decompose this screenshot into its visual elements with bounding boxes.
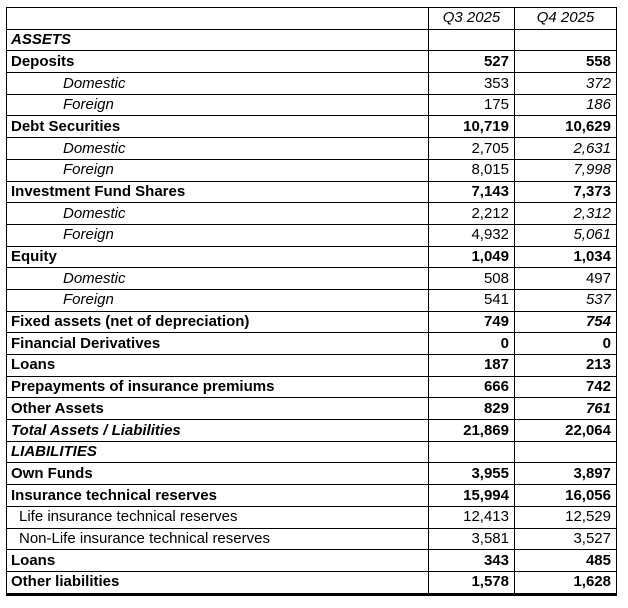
row-label: Deposits	[7, 51, 429, 73]
row-label: Own Funds	[7, 463, 429, 485]
row-label: Domestic	[7, 73, 429, 95]
table-row	[7, 441, 617, 463]
row-label: Other Assets	[7, 398, 429, 420]
q4-value: 485	[515, 550, 617, 572]
q3-value: 3,955	[429, 463, 515, 485]
row-label: Life insurance technical reserves	[7, 506, 429, 528]
q3-value: 1,578	[429, 571, 515, 594]
row-label: Financial Derivatives	[7, 333, 429, 355]
table-row	[7, 246, 617, 268]
row-label: Foreign	[7, 94, 429, 116]
q3-value	[429, 441, 515, 463]
q4-value: 7,998	[515, 159, 617, 181]
row-label: Other liabilities	[7, 571, 429, 594]
q3-value: 353	[429, 73, 515, 95]
q3-value: 12,413	[429, 506, 515, 528]
header-row	[7, 8, 617, 30]
table-row	[7, 73, 617, 95]
q3-value: 749	[429, 311, 515, 333]
q3-value: 541	[429, 289, 515, 311]
table-row	[7, 289, 617, 311]
q4-value	[515, 441, 617, 463]
row-label: Non-Life insurance technical reserves	[7, 528, 429, 550]
row-label: Prepayments of insurance premiums	[7, 376, 429, 398]
table-row	[7, 51, 617, 73]
col-header-q4: Q4 2025	[515, 8, 617, 30]
q3-value: 4,932	[429, 224, 515, 246]
table-row	[7, 116, 617, 138]
balance-sheet-table	[6, 7, 617, 596]
table-row	[7, 181, 617, 203]
q4-value: 186	[515, 94, 617, 116]
q4-value: 22,064	[515, 420, 617, 442]
table-row	[7, 29, 617, 51]
table-row	[7, 355, 617, 377]
q4-value: 7,373	[515, 181, 617, 203]
q4-value: 3,527	[515, 528, 617, 550]
q3-value: 666	[429, 376, 515, 398]
table-row	[7, 506, 617, 528]
q4-value: 1,034	[515, 246, 617, 268]
table-row	[7, 463, 617, 485]
table-row	[7, 311, 617, 333]
corner-cell	[7, 8, 429, 30]
row-label: Investment Fund Shares	[7, 181, 429, 203]
q3-value: 187	[429, 355, 515, 377]
table-row	[7, 224, 617, 246]
q4-value: 558	[515, 51, 617, 73]
table-row	[7, 94, 617, 116]
row-label: Equity	[7, 246, 429, 268]
q3-value: 1,049	[429, 246, 515, 268]
table-row	[7, 528, 617, 550]
table-row	[7, 333, 617, 355]
table-row	[7, 376, 617, 398]
table-row	[7, 485, 617, 507]
table-row	[7, 550, 617, 572]
q3-value: 829	[429, 398, 515, 420]
q3-value	[429, 29, 515, 51]
q3-value: 10,719	[429, 116, 515, 138]
row-label: Insurance technical reserves	[7, 485, 429, 507]
row-label: Foreign	[7, 224, 429, 246]
q4-value: 12,529	[515, 506, 617, 528]
row-label: ASSETS	[7, 29, 429, 51]
q4-value: 2,631	[515, 138, 617, 160]
row-label: Loans	[7, 355, 429, 377]
table-header	[7, 8, 617, 30]
row-label: Debt Securities	[7, 116, 429, 138]
row-label: Fixed assets (net of depreciation)	[7, 311, 429, 333]
row-label: Foreign	[7, 159, 429, 181]
table-row	[7, 420, 617, 442]
q3-value: 175	[429, 94, 515, 116]
q4-value: 213	[515, 355, 617, 377]
table-row	[7, 571, 617, 594]
row-label: Domestic	[7, 203, 429, 225]
q3-value: 21,869	[429, 420, 515, 442]
table-row	[7, 268, 617, 290]
q4-value: 497	[515, 268, 617, 290]
q4-value: 1,628	[515, 571, 617, 594]
q3-value: 0	[429, 333, 515, 355]
table-row	[7, 138, 617, 160]
q3-value: 508	[429, 268, 515, 290]
q4-value: 761	[515, 398, 617, 420]
q4-value: 372	[515, 73, 617, 95]
row-label: Loans	[7, 550, 429, 572]
q3-value: 8,015	[429, 159, 515, 181]
q3-value: 2,212	[429, 203, 515, 225]
q4-value: 3,897	[515, 463, 617, 485]
q3-value: 7,143	[429, 181, 515, 203]
q4-value: 537	[515, 289, 617, 311]
q4-value: 10,629	[515, 116, 617, 138]
row-label: Domestic	[7, 138, 429, 160]
q4-value: 16,056	[515, 485, 617, 507]
q3-value: 2,705	[429, 138, 515, 160]
q3-value: 527	[429, 51, 515, 73]
q4-value: 5,061	[515, 224, 617, 246]
q4-value: 2,312	[515, 203, 617, 225]
q3-value: 3,581	[429, 528, 515, 550]
q4-value: 742	[515, 376, 617, 398]
row-label: Foreign	[7, 289, 429, 311]
q3-value: 15,994	[429, 485, 515, 507]
q4-value	[515, 29, 617, 51]
table-row	[7, 159, 617, 181]
q4-value: 0	[515, 333, 617, 355]
q3-value: 343	[429, 550, 515, 572]
row-label: LIABILITIES	[7, 441, 429, 463]
table-row	[7, 398, 617, 420]
row-label: Domestic	[7, 268, 429, 290]
table-body	[7, 29, 617, 594]
row-label: Total Assets / Liabilities	[7, 420, 429, 442]
col-header-q3: Q3 2025	[429, 8, 515, 30]
q4-value: 754	[515, 311, 617, 333]
table-row	[7, 203, 617, 225]
